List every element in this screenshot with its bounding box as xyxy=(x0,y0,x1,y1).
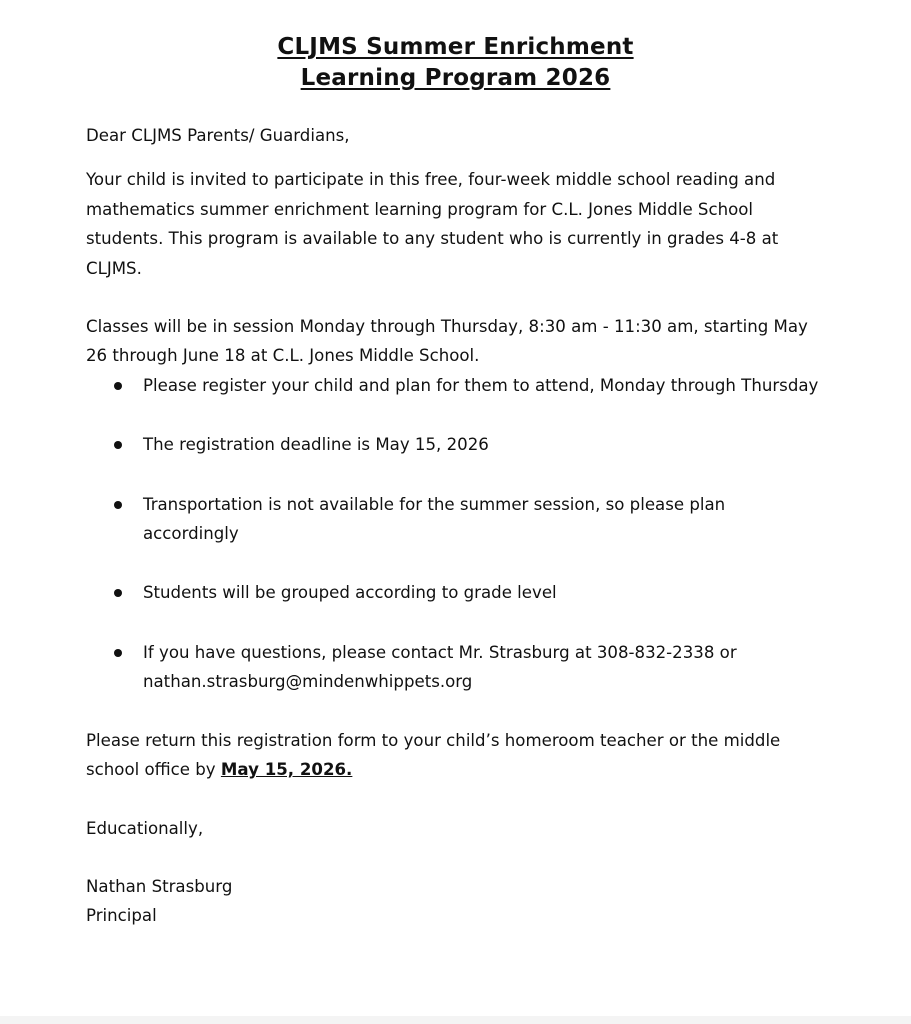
bullet-icon xyxy=(114,382,122,390)
list-item xyxy=(86,578,826,607)
greeting: Dear CLJMS Parents/ Guardians, xyxy=(86,126,350,145)
bullet-icon xyxy=(114,589,122,597)
return-paragraph xyxy=(86,726,826,785)
paragraph-gap xyxy=(86,785,826,814)
closing: Educationally, xyxy=(86,818,204,838)
list-item-text: Students will be grouped according to grade level xyxy=(143,583,557,603)
bullet-icon xyxy=(114,501,122,509)
page-bottom-edge xyxy=(0,1016,911,1024)
list-item xyxy=(86,638,826,697)
intro-paragraph: Your child is invited to participate in this free, four-week middle school reading and mathematics summer enrichment learning program for C.L. Jones Middle School students. This program is available to any student who is currently in grades 4-8 at CLJMS. xyxy=(86,170,779,278)
document-title xyxy=(0,32,911,94)
schedule-paragraph: Classes will be in session Monday through Thursday, 8:30 am - 11:30 am, starting May 26 through June 18 at C.L. Jones Middle School. xyxy=(86,317,808,366)
paragraph-gap xyxy=(86,843,826,872)
info-list xyxy=(86,371,826,697)
paragraph-gap xyxy=(86,283,826,312)
title-line-1: CLJMS Summer Enrichment xyxy=(277,34,634,60)
list-item-text: Please register your child and plan for them to attend, Monday through Thursday xyxy=(143,375,819,395)
return-text: Please return this registration form to your child’s homeroom teacher or the middle school office by xyxy=(86,730,781,780)
list-item xyxy=(86,430,826,459)
letter-body xyxy=(86,121,826,931)
list-item xyxy=(86,490,826,549)
list-item-text: Transportation is not available for the summer session, so please plan accordingly xyxy=(143,494,726,544)
list-item-text: If you have questions, please contact Mr. Strasburg at 308-832-2338 or nathan.strasburg@mindenwhippets.org xyxy=(143,642,737,692)
title-line-2: Learning Program 2026 xyxy=(300,65,611,91)
bullet-icon xyxy=(114,649,122,657)
return-deadline: May 15, 2026. xyxy=(220,760,353,780)
list-item xyxy=(86,371,826,400)
bullet-icon xyxy=(114,441,122,449)
list-item-text: The registration deadline is May 15, 2026 xyxy=(143,435,489,455)
paragraph-gap xyxy=(86,697,826,726)
signature-role: Principal xyxy=(86,906,157,926)
signature-name: Nathan Strasburg xyxy=(86,876,233,896)
